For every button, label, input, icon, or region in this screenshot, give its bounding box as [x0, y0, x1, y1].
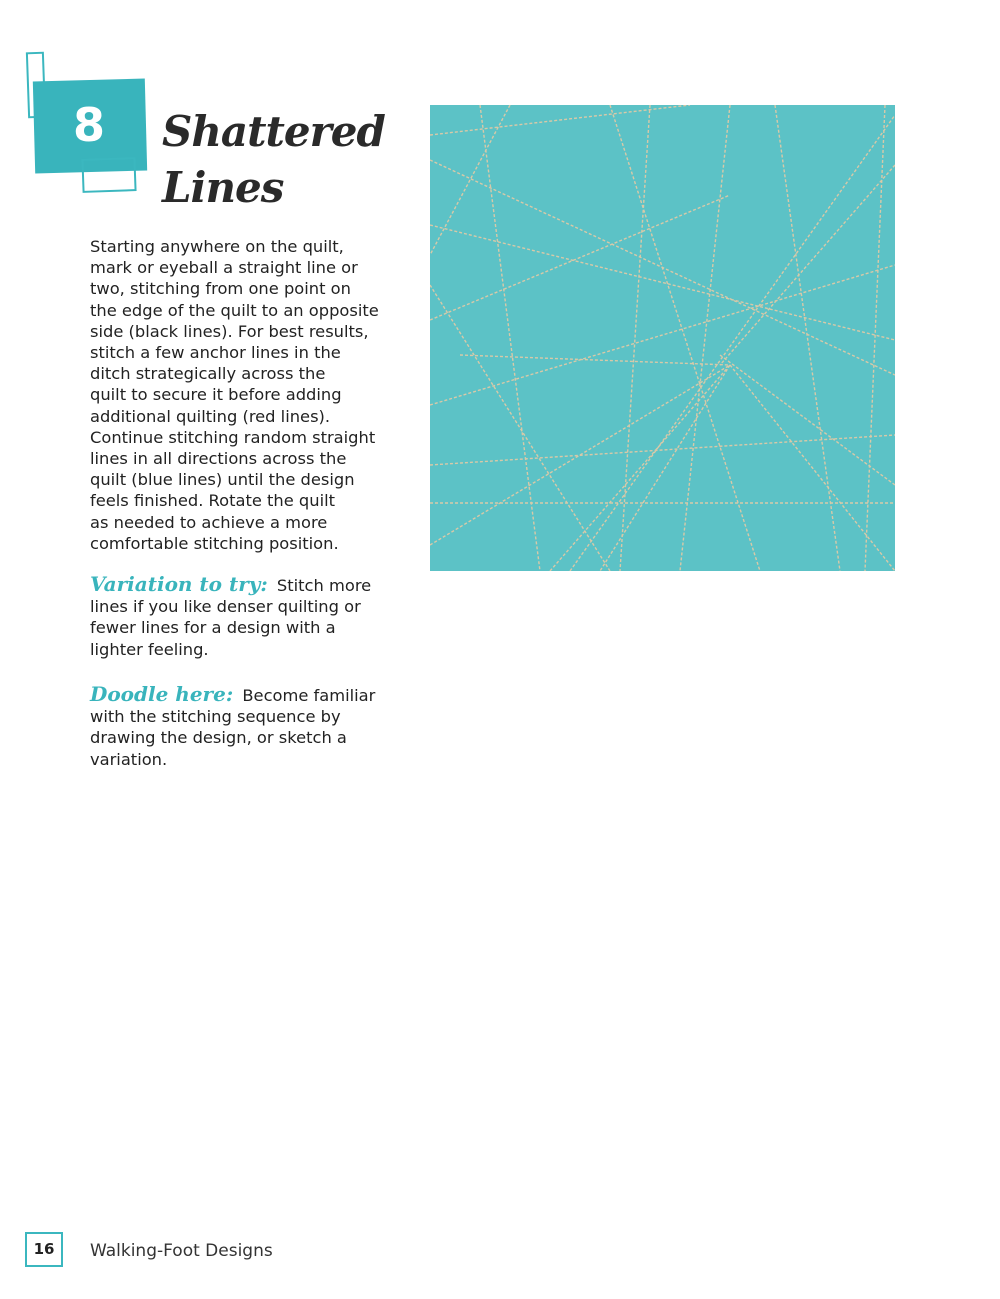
page-title	[162, 104, 402, 216]
design-number: 8	[72, 98, 105, 152]
quilt-sample-photo	[430, 105, 895, 571]
title-line-1: Shattered	[162, 107, 385, 156]
body-line: Starting anywhere on the quilt,	[90, 237, 344, 256]
body-line: ditch strategically across the	[90, 364, 326, 384]
body-line: side (black lines). For best results,	[90, 321, 369, 341]
body-line: the edge of the quilt to an opposite	[90, 300, 379, 320]
footer-section-title: Walking-Foot Designs	[90, 1241, 273, 1261]
doodle-paragraph	[90, 684, 390, 770]
body-line: two, stitching from one point on	[90, 279, 351, 299]
body-line: mark or eyeball a straight line or	[90, 258, 358, 278]
body-line: quilt (blue lines) until the design	[90, 470, 355, 490]
page-number: 16	[33, 1240, 55, 1258]
variation-lead: Variation to try:	[90, 572, 268, 596]
quilt-stitch-lines	[430, 105, 895, 571]
badge-outline-bottom	[81, 157, 136, 193]
instructions-paragraph	[90, 236, 400, 554]
body-line: quilt to secure it before adding	[90, 385, 342, 405]
variation-paragraph	[90, 574, 390, 660]
body-line: as needed to achieve a more	[90, 512, 328, 532]
doodle-lead: Doodle here:	[90, 682, 234, 706]
doodle-text: Become familiar with the stitching sequence by drawing the design, or sketch a variation.	[90, 686, 376, 769]
body-line: lines in all directions across the	[90, 449, 347, 469]
body-line: comfortable stitching position.	[90, 533, 339, 553]
body-line: additional quilting (red lines).	[90, 406, 331, 426]
title-line-2: Lines	[162, 163, 284, 212]
variation-text: Stitch more lines if you like denser quilting or fewer lines for a design with a lighter feeling.	[90, 576, 372, 659]
body-line: feels finished. Rotate the quilt	[90, 491, 336, 511]
body-line: stitch a few anchor lines in the	[90, 343, 341, 363]
body-line: Continue stitching random straight	[90, 427, 376, 447]
